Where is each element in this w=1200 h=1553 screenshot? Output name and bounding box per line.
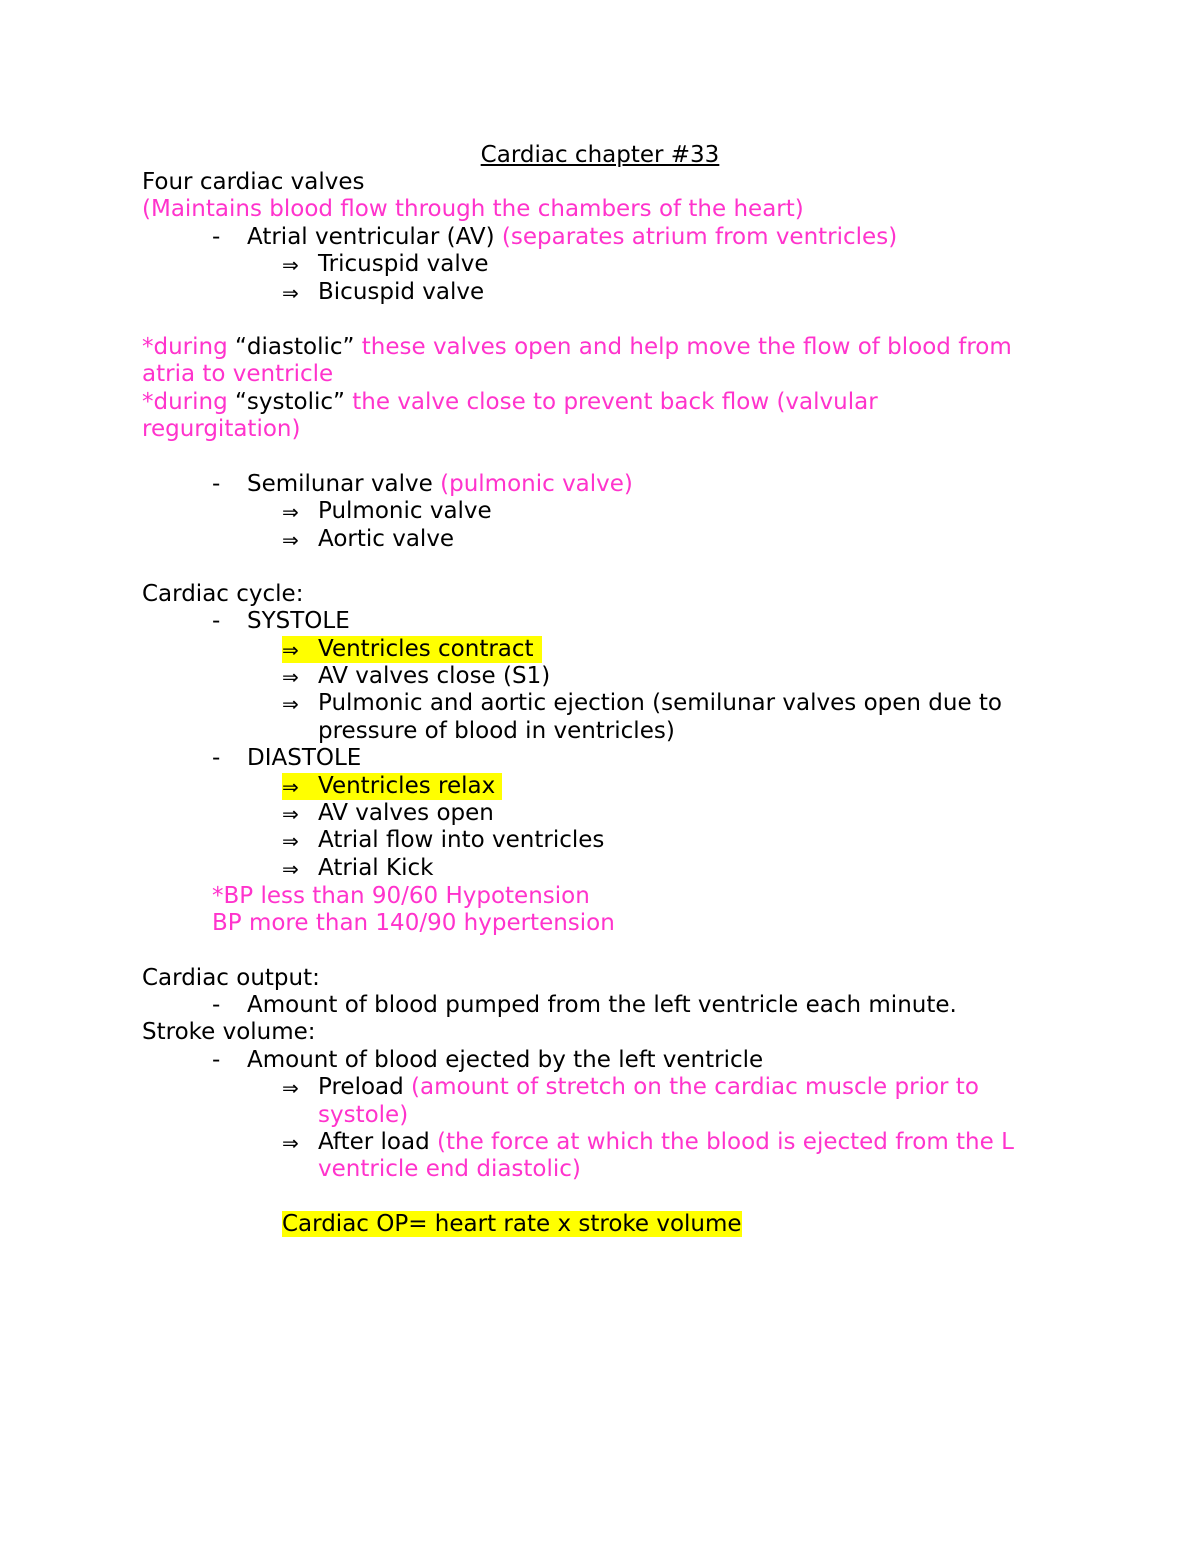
systole-item-1: Ventricles contract: [318, 636, 534, 662]
preload-line: [318, 1074, 979, 1101]
bp-high-note: BP more than 140/90 hypertension: [212, 910, 615, 936]
diastole-item-4: Atrial Kick: [318, 855, 434, 881]
semilunar-note: (pulmonic valve): [440, 471, 633, 497]
systole-item-2: AV valves close (S1): [318, 663, 551, 689]
arrow-bullet: ⇒: [282, 1076, 299, 1100]
preload-note: (amount of stretch on the cardiac muscle prior to: [411, 1074, 979, 1100]
cardiac-op-formula-text: Cardiac OP= heart rate x stroke volume: [282, 1211, 742, 1237]
preload-label: Preload: [318, 1074, 404, 1100]
dash-bullet: -: [212, 471, 221, 497]
cycle-heading: Cardiac cycle:: [142, 581, 304, 607]
bp-low-note: *BP less than 90/60 Hypotension: [212, 883, 590, 909]
arrow-bullet: ⇒: [282, 775, 299, 799]
av-item-bicuspid: Bicuspid valve: [318, 279, 485, 305]
dash-bullet: -: [212, 224, 221, 250]
dash-bullet: -: [212, 608, 221, 634]
arrow-bullet: ⇒: [282, 281, 299, 305]
systole-label: SYSTOLE: [247, 608, 350, 634]
semilunar-item-aortic: Aortic valve: [318, 526, 455, 552]
diastole-item-1: Ventricles relax: [318, 773, 496, 799]
dash-bullet: -: [212, 1047, 221, 1073]
valves-subheading: (Maintains blood flow through the chambers of the heart): [142, 196, 804, 222]
diastolic-text: these valves open and help move the flow of blood from: [361, 334, 1012, 360]
av-valve-note: (separates atrium from ventricles): [501, 224, 898, 250]
diastolic-term: “diastolic”: [235, 334, 355, 360]
page-title: Cardiac chapter #33: [480, 142, 720, 168]
dash-bullet: -: [212, 992, 221, 1018]
semilunar-line: [247, 471, 633, 498]
diastole-item-2: AV valves open: [318, 800, 494, 826]
arrow-bullet: ⇒: [282, 857, 299, 881]
diastole-item-3: Atrial flow into ventricles: [318, 827, 605, 853]
afterload-line: [318, 1129, 1014, 1156]
systolic-text: the valve close to prevent back flow (valvular: [352, 389, 878, 415]
output-heading: Cardiac output:: [142, 965, 320, 991]
diastolic-note: [142, 334, 1012, 361]
dash-bullet: -: [212, 745, 221, 771]
cardiac-op-formula: [282, 1211, 742, 1238]
systole-item-3: Pulmonic and aortic ejection (semilunar valves open due to: [318, 690, 1003, 716]
arrow-bullet: ⇒: [282, 692, 299, 716]
av-valve-line: [247, 224, 897, 251]
systolic-prefix: *during: [142, 389, 228, 415]
arrow-bullet: ⇒: [282, 1131, 299, 1155]
systolic-note: [142, 389, 878, 416]
output-definition: Amount of blood pumped from the left ventricle each minute.: [247, 992, 957, 1018]
diastolic-prefix: *during: [142, 334, 228, 360]
afterload-note: (the force at which the blood is ejected from the L: [437, 1129, 1014, 1155]
arrow-bullet: ⇒: [282, 829, 299, 853]
semilunar-item-pulmonic: Pulmonic valve: [318, 498, 492, 524]
stroke-heading: Stroke volume:: [142, 1019, 316, 1045]
arrow-bullet: ⇒: [282, 802, 299, 826]
systolic-term: “systolic”: [235, 389, 345, 415]
systolic-text-continued: regurgitation): [142, 416, 301, 442]
av-valve-label: Atrial ventricular (AV): [247, 224, 495, 250]
systole-item-3-continued: pressure of blood in ventricles): [318, 718, 675, 744]
afterload-note-continued: ventricle end diastolic): [318, 1156, 581, 1182]
arrow-bullet: ⇒: [282, 500, 299, 524]
afterload-label: After load: [318, 1129, 430, 1155]
diastole-label: DIASTOLE: [247, 745, 362, 771]
preload-note-continued: systole): [318, 1102, 409, 1128]
stroke-definition: Amount of blood ejected by the left ventricle: [247, 1047, 764, 1073]
arrow-bullet: ⇒: [282, 638, 299, 662]
av-item-tricuspid: Tricuspid valve: [318, 251, 489, 277]
diastolic-text-continued: atria to ventricle: [142, 361, 334, 387]
arrow-bullet: ⇒: [282, 253, 299, 277]
arrow-bullet: ⇒: [282, 528, 299, 552]
arrow-bullet: ⇒: [282, 665, 299, 689]
semilunar-label: Semilunar valve: [247, 471, 433, 497]
valves-heading: Four cardiac valves: [142, 169, 365, 195]
